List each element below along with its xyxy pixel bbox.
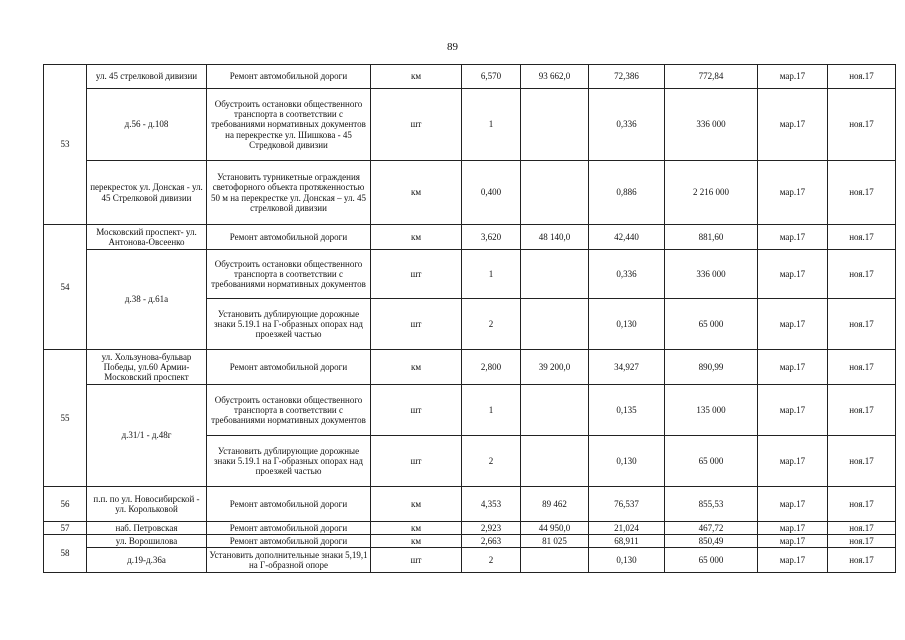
- cost-cell: 68,911: [589, 535, 665, 548]
- qty-cell: 2,923: [462, 522, 521, 535]
- row-number: 54: [44, 225, 87, 350]
- work-cell: Ремонт автомобильной дороги: [207, 487, 371, 522]
- cost-cell: 0,336: [589, 250, 665, 299]
- table-row: [44, 250, 896, 299]
- table-row: [44, 350, 896, 385]
- end-date-cell: ноя.17: [828, 535, 896, 548]
- end-date-cell: ноя.17: [828, 161, 896, 225]
- start-date-cell: мар.17: [758, 535, 828, 548]
- unit-cell: км: [371, 225, 462, 250]
- unit-cost-cell: 772,84: [665, 65, 758, 89]
- end-date-cell: ноя.17: [828, 487, 896, 522]
- unit-cost-cell: 881,60: [665, 225, 758, 250]
- location-cell: ул. Ворошилова: [87, 535, 207, 548]
- unit-cost-cell: 336 000: [665, 89, 758, 161]
- location-cell: ул. 45 стрелковой дивизии: [87, 65, 207, 89]
- qty-cell: 4,353: [462, 487, 521, 522]
- cost-cell: 0,130: [589, 548, 665, 573]
- work-cell: Установить дублирующие дорожные знаки 5.19.1 на Г-образных опорах над проезжей частью: [207, 436, 371, 487]
- cost-cell: 0,135: [589, 385, 665, 436]
- work-cell: Обустроить остановки общественного транспорта в соответствии с требованиями нормативных документов: [207, 250, 371, 299]
- end-date-cell: ноя.17: [828, 385, 896, 436]
- table-row: [44, 385, 896, 436]
- table-row: [44, 225, 896, 250]
- page-number: 89: [447, 41, 458, 53]
- end-date-cell: ноя.17: [828, 299, 896, 350]
- work-cell: Ремонт автомобильной дороги: [207, 65, 371, 89]
- unit-cell: км: [371, 487, 462, 522]
- location-cell: д.19-д.36а: [87, 548, 207, 573]
- start-date-cell: мар.17: [758, 225, 828, 250]
- area-cell: [521, 385, 589, 436]
- cost-cell: 72,386: [589, 65, 665, 89]
- table-row: [44, 65, 896, 89]
- area-cell: [521, 89, 589, 161]
- start-date-cell: мар.17: [758, 65, 828, 89]
- qty-cell: 1: [462, 385, 521, 436]
- area-cell: [521, 548, 589, 573]
- area-cell: 39 200,0: [521, 350, 589, 385]
- row-number: 53: [44, 65, 87, 225]
- unit-cost-cell: 467,72: [665, 522, 758, 535]
- unit-cost-cell: 65 000: [665, 299, 758, 350]
- unit-cell: шт: [371, 436, 462, 487]
- qty-cell: 0,400: [462, 161, 521, 225]
- table-row: [44, 548, 896, 573]
- area-cell: 48 140,0: [521, 225, 589, 250]
- unit-cell: км: [371, 65, 462, 89]
- row-number: 57: [44, 522, 87, 535]
- area-cell: [521, 161, 589, 225]
- unit-cost-cell: 65 000: [665, 548, 758, 573]
- qty-cell: 3,620: [462, 225, 521, 250]
- start-date-cell: мар.17: [758, 436, 828, 487]
- table-row: [44, 522, 896, 535]
- unit-cell: км: [371, 535, 462, 548]
- end-date-cell: ноя.17: [828, 65, 896, 89]
- unit-cost-cell: 890,99: [665, 350, 758, 385]
- qty-cell: 1: [462, 89, 521, 161]
- unit-cost-cell: 2 216 000: [665, 161, 758, 225]
- qty-cell: 2,800: [462, 350, 521, 385]
- unit-cost-cell: 336 000: [665, 250, 758, 299]
- cost-cell: 0,886: [589, 161, 665, 225]
- unit-cost-cell: 135 000: [665, 385, 758, 436]
- area-cell: 44 950,0: [521, 522, 589, 535]
- table-row: [44, 161, 896, 225]
- location-cell: д.56 - д.108: [87, 89, 207, 161]
- unit-cell: шт: [371, 250, 462, 299]
- start-date-cell: мар.17: [758, 522, 828, 535]
- work-cell: Обустроить остановки общественного транспорта в соответствии с требованиями нормативных документов: [207, 385, 371, 436]
- works-table: [43, 64, 896, 573]
- qty-cell: 2,663: [462, 535, 521, 548]
- unit-cost-cell: 855,53: [665, 487, 758, 522]
- work-cell: Ремонт автомобильной дороги: [207, 350, 371, 385]
- unit-cost-cell: 850,49: [665, 535, 758, 548]
- start-date-cell: мар.17: [758, 89, 828, 161]
- unit-cell: шт: [371, 385, 462, 436]
- area-cell: 89 462: [521, 487, 589, 522]
- cost-cell: 0,130: [589, 436, 665, 487]
- qty-cell: 2: [462, 299, 521, 350]
- qty-cell: 1: [462, 250, 521, 299]
- area-cell: [521, 250, 589, 299]
- end-date-cell: ноя.17: [828, 522, 896, 535]
- start-date-cell: мар.17: [758, 161, 828, 225]
- unit-cell: шт: [371, 299, 462, 350]
- area-cell: [521, 436, 589, 487]
- start-date-cell: мар.17: [758, 385, 828, 436]
- unit-cell: км: [371, 350, 462, 385]
- table-row: [44, 487, 896, 522]
- unit-cell: км: [371, 161, 462, 225]
- work-cell: Ремонт автомобильной дороги: [207, 225, 371, 250]
- unit-cell: шт: [371, 89, 462, 161]
- start-date-cell: мар.17: [758, 548, 828, 573]
- unit-cell: шт: [371, 548, 462, 573]
- location-cell: д.38 - д.61а: [87, 250, 207, 350]
- area-cell: 93 662,0: [521, 65, 589, 89]
- cost-cell: 0,130: [589, 299, 665, 350]
- start-date-cell: мар.17: [758, 350, 828, 385]
- start-date-cell: мар.17: [758, 299, 828, 350]
- row-number: 58: [44, 535, 87, 573]
- end-date-cell: ноя.17: [828, 436, 896, 487]
- location-cell: Московский проспект- ул. Антонова-Овсеенко: [87, 225, 207, 250]
- location-cell: п.п. по ул. Новосибирской - ул. Корольковой: [87, 487, 207, 522]
- end-date-cell: ноя.17: [828, 548, 896, 573]
- unit-cell: км: [371, 522, 462, 535]
- qty-cell: 2: [462, 436, 521, 487]
- qty-cell: 6,570: [462, 65, 521, 89]
- cost-cell: 42,440: [589, 225, 665, 250]
- work-cell: Обустроить остановки общественного транспорта в соответствии с требованиями нормативных документов на перекрестке ул. Шишкова - 45 Стредковой дивизии: [207, 89, 371, 161]
- table-row: [44, 535, 896, 548]
- end-date-cell: ноя.17: [828, 250, 896, 299]
- location-cell: наб. Петровская: [87, 522, 207, 535]
- end-date-cell: ноя.17: [828, 350, 896, 385]
- start-date-cell: мар.17: [758, 250, 828, 299]
- end-date-cell: ноя.17: [828, 89, 896, 161]
- cost-cell: 0,336: [589, 89, 665, 161]
- location-cell: перекресток ул. Донская - ул. 45 Стрелковой дивизии: [87, 161, 207, 225]
- work-cell: Установить дублирующие дорожные знаки 5.19.1 на Г-образных опорах над проезжей частью: [207, 299, 371, 350]
- row-number: 55: [44, 350, 87, 487]
- end-date-cell: ноя.17: [828, 225, 896, 250]
- area-cell: 81 025: [521, 535, 589, 548]
- work-cell: Установить дополнительные знаки 5,19,1 на Г-образной опоре: [207, 548, 371, 573]
- row-number: 56: [44, 487, 87, 522]
- cost-cell: 76,537: [589, 487, 665, 522]
- location-cell: ул. Хользунова-бульвар Победы, ул.60 Армии-Московский проспект: [87, 350, 207, 385]
- work-cell: Ремонт автомобильной дороги: [207, 535, 371, 548]
- qty-cell: 2: [462, 548, 521, 573]
- location-cell: д.31/1 - д.48г: [87, 385, 207, 487]
- table-row: [44, 89, 896, 161]
- cost-cell: 34,927: [589, 350, 665, 385]
- area-cell: [521, 299, 589, 350]
- work-cell: Ремонт автомобильной дороги: [207, 522, 371, 535]
- start-date-cell: мар.17: [758, 487, 828, 522]
- unit-cost-cell: 65 000: [665, 436, 758, 487]
- cost-cell: 21,024: [589, 522, 665, 535]
- work-cell: Установить турникетные ограждения светофорного объекта протяженностью 50 м на перекрестке ул. Донская – ул. 45 стрелковой дивизии: [207, 161, 371, 225]
